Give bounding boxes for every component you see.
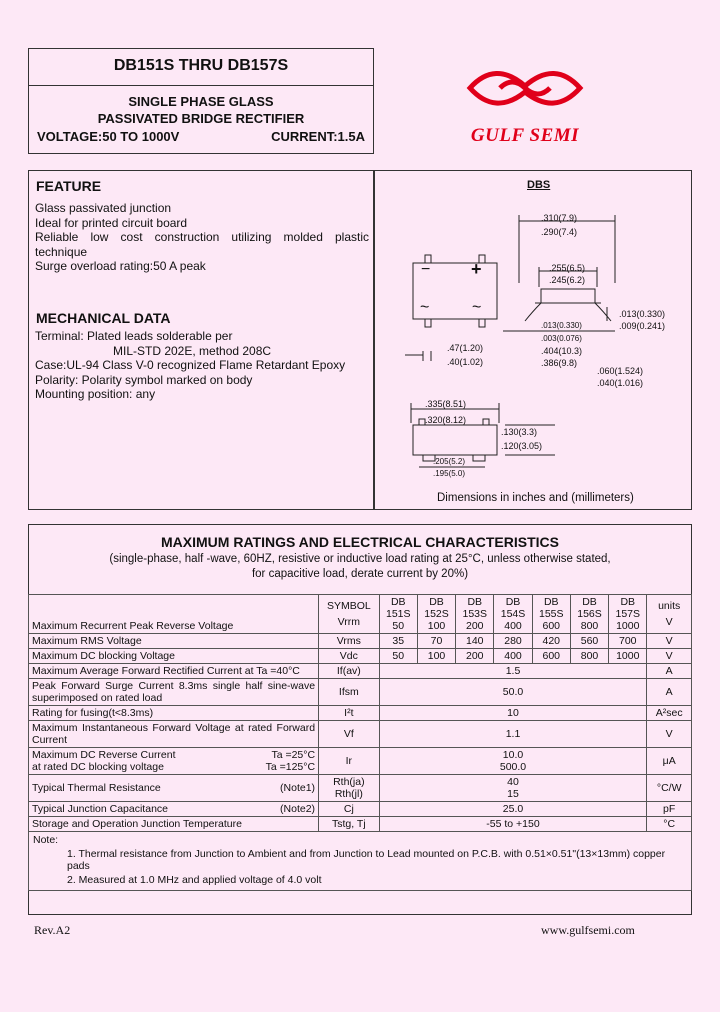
- unit-cell: V: [647, 649, 692, 664]
- table-header-row: [29, 595, 692, 634]
- dim-label: .290(7.4): [541, 227, 578, 237]
- dim-label: .47(1.20): [447, 343, 484, 353]
- plus-pin-symbol: +: [471, 259, 482, 279]
- unit-cell: V: [647, 634, 692, 649]
- part-header: [494, 595, 532, 634]
- value-cell: 1000: [609, 649, 647, 664]
- unit-cell: V: [665, 616, 673, 628]
- dim-label: .130(3.3): [501, 427, 538, 437]
- dimensions-caption: Dimensions in inches and (millimeters): [437, 492, 634, 504]
- mechanical-item: Mounting position: any: [35, 387, 156, 401]
- value-cell: 100: [417, 649, 455, 664]
- param-label: Typical Thermal Resistance: [32, 782, 161, 794]
- ac-pin-symbol: ~: [420, 299, 430, 316]
- note-item: 1. Thermal resistance from Junction to Ambient and from Junction to Lead mounted on P.C.B. with 0.51×0.51"(13×13mm) copper pads: [67, 848, 666, 872]
- unit-cell: °C: [647, 817, 692, 832]
- part-label: DB 154S: [500, 596, 526, 620]
- ratings-title: MAXIMUM RATINGS AND ELECTRICAL CHARACTERISTICS: [161, 534, 559, 550]
- param-label: Typical Junction Capacitance: [32, 803, 168, 815]
- ratings-condition-2: for capacitive load, derate current by 20%): [251, 568, 469, 580]
- param-label: Rating for fusing(t<8.3ms): [29, 706, 319, 721]
- dim-label: .245(6.2): [549, 275, 586, 285]
- symbol-header-label: SYMBOL: [326, 600, 371, 612]
- param-label: Peak Forward Surge Current 8.3ms single half sine-wave superimposed on rated load: [29, 679, 319, 706]
- value-cell: 50: [392, 620, 405, 632]
- value-line: 40: [507, 776, 519, 788]
- part-range-title: DB151S THRU DB157S: [113, 57, 289, 74]
- mechanical-item: Terminal: Plated leads solderable per: [35, 329, 233, 343]
- table-row: [29, 775, 692, 802]
- unit-cell: °C/W: [647, 775, 692, 802]
- value-cell: 200: [456, 649, 494, 664]
- part-header: [609, 595, 647, 634]
- table-row: [29, 634, 692, 649]
- value-cell: 200: [465, 620, 484, 632]
- part-label: DB 152S: [424, 596, 449, 620]
- current-rating: CURRENT:1.5A: [271, 129, 365, 144]
- unit-cell: A: [647, 664, 692, 679]
- dim-label: .013(0.330): [619, 309, 666, 319]
- note-item: 2. Measured at 1.0 MHz and applied voltage of 4.0 volt: [67, 874, 322, 886]
- part-label: DB 156S: [577, 596, 602, 620]
- value-line: 15: [507, 788, 519, 800]
- param-cell: [29, 748, 319, 775]
- part-label: DB 151S: [385, 596, 411, 620]
- part-label: DB 157S: [615, 596, 641, 620]
- param-label: at rated DC blocking voltage: [32, 761, 164, 773]
- website-link[interactable]: www.gulfsemi.com: [541, 923, 635, 937]
- param-label: Maximum Recurrent Peak Reverse Voltage: [32, 620, 234, 632]
- dim-label: .013(0.330): [541, 321, 582, 330]
- table-row: [29, 679, 692, 706]
- dim-label: .320(8.12): [425, 415, 467, 425]
- param-label: Maximum Average Forward Rectified Current at Ta =40°C: [29, 664, 319, 679]
- value-cell: 1000: [616, 620, 640, 632]
- package-box: [374, 170, 692, 510]
- subtitle-line2: PASSIVATED BRIDGE RECTIFIER: [97, 111, 305, 126]
- value-cell: [379, 775, 647, 802]
- ac-pin-symbol: ~: [472, 299, 482, 316]
- dim-label: .003(0.076): [541, 334, 582, 343]
- dim-label: .335(8.51): [425, 399, 467, 409]
- value-line: 10.0: [502, 749, 524, 761]
- symbol-cell: If(av): [319, 664, 380, 679]
- table-row: [29, 802, 692, 817]
- units-label: units: [658, 600, 681, 612]
- ratings-condition-1: (single-phase, half -wave, 60HZ, resistive or inductive load rating at 25°C, unless otherwise stated,: [109, 553, 611, 565]
- symbol-cell: Ir: [319, 748, 380, 775]
- dim-label: .386(9.8): [541, 358, 578, 368]
- feature-heading: FEATURE: [36, 178, 102, 194]
- dim-label: .120(3.05): [501, 441, 543, 451]
- notes-label: Note:: [33, 834, 59, 846]
- package-name: DBS: [527, 179, 551, 191]
- value-cell: 35: [379, 634, 417, 649]
- value-cell: 100: [427, 620, 446, 632]
- symbol-cell: [319, 775, 380, 802]
- symbol-cell: Vrms: [319, 634, 380, 649]
- table-row: [29, 706, 692, 721]
- value-cell: 700: [609, 634, 647, 649]
- value-cell: -55 to +150: [379, 817, 647, 832]
- notes-row: [29, 832, 692, 891]
- units-header: [647, 595, 692, 634]
- dim-label: .195(5.0): [433, 469, 466, 478]
- dim-label: .060(1.524): [597, 366, 644, 376]
- brand-name: GULF SEMI: [470, 125, 580, 146]
- unit-cell: A: [647, 679, 692, 706]
- value-cell: 50.0: [379, 679, 647, 706]
- param-note: (Note2): [280, 803, 316, 815]
- unit-cell: A²sec: [647, 706, 692, 721]
- value-cell: 800: [570, 649, 608, 664]
- table-row: [29, 817, 692, 832]
- value-cell: 420: [532, 634, 570, 649]
- symbol-cell: Vdc: [319, 649, 380, 664]
- symbol-line: Rth(jl): [334, 788, 363, 800]
- part-label: DB 153S: [462, 596, 488, 620]
- value-cell: [379, 748, 647, 775]
- unit-cell: μA: [647, 748, 692, 775]
- subtitle-line1: SINGLE PHASE GLASS: [128, 94, 274, 109]
- param-note: (Note1): [280, 782, 316, 794]
- logo-emblem-icon: [460, 58, 590, 120]
- package-top-view-drawing: [375, 171, 693, 511]
- symbol-cell: Tstg, Tj: [319, 817, 380, 832]
- dim-label: .40(1.02): [447, 357, 484, 367]
- value-cell: 600: [542, 620, 561, 632]
- table-row: [29, 664, 692, 679]
- param-label: Storage and Operation Junction Temperature: [29, 817, 319, 832]
- table-row: [29, 721, 692, 748]
- value-cell: 280: [494, 634, 532, 649]
- mechanical-item: Case:UL-94 Class V-0 recognized Flame Retardant Epoxy: [35, 358, 346, 372]
- part-header: [417, 595, 455, 634]
- param-cell: [29, 775, 319, 802]
- ratings-table: [28, 594, 692, 891]
- symbol-header: [319, 595, 380, 634]
- notes-cell: [29, 832, 692, 891]
- value-cell: 400: [494, 649, 532, 664]
- part-header: [379, 595, 417, 634]
- param-label: Maximum DC blocking Voltage: [29, 649, 319, 664]
- value-line: 500.0: [499, 761, 527, 773]
- unit-cell: pF: [647, 802, 692, 817]
- dim-label: .205(5.2): [433, 457, 466, 466]
- value-cell: 140: [456, 634, 494, 649]
- param-cell: [29, 802, 319, 817]
- table-cell: [29, 595, 319, 634]
- param-condition: Ta =25°C: [271, 749, 316, 761]
- param-condition: Ta =125°C: [265, 761, 316, 773]
- revision-label: Rev.A2: [34, 923, 71, 937]
- symbol-cell: Ifsm: [319, 679, 380, 706]
- mechanical-item: MIL-STD 202E, method 208C: [113, 343, 272, 358]
- feature-item: Surge overload rating:50 A peak: [35, 259, 206, 273]
- dim-label: .009(0.241): [619, 321, 666, 331]
- voltage-range: VOLTAGE:50 TO 1000V: [37, 129, 180, 144]
- symbol-cell: I²t: [319, 706, 380, 721]
- param-label: Maximum RMS Voltage: [29, 634, 319, 649]
- mechanical-heading: MECHANICAL DATA: [36, 310, 171, 326]
- mechanical-item: Polarity: Polarity symbol marked on body: [35, 372, 253, 387]
- value-cell: 25.0: [379, 802, 647, 817]
- value-cell: 10: [379, 706, 647, 721]
- table-row: [29, 748, 692, 775]
- symbol-cell: Vf: [319, 721, 380, 748]
- value-cell: 600: [532, 649, 570, 664]
- part-header: [456, 595, 494, 634]
- dim-label: .310(7.9): [541, 213, 578, 223]
- value-cell: 400: [504, 620, 522, 632]
- param-label: Maximum Instantaneous Forward Voltage at rated Forward Current: [29, 721, 319, 748]
- feature-item: Glass passivated junction: [35, 201, 172, 215]
- feature-box: [28, 170, 374, 510]
- part-header: [532, 595, 570, 634]
- feature-item: Reliable low cost construction utilizing molded plastic technique: [35, 230, 369, 259]
- value-cell: 800: [580, 620, 599, 632]
- gulf-semi-logo: [460, 58, 590, 148]
- minus-pin-symbol: −: [421, 261, 431, 278]
- part-header: [570, 595, 608, 634]
- symbol-line: Rth(ja): [333, 776, 365, 788]
- dim-label: .040(1.016): [597, 378, 644, 388]
- value-cell: 1.1: [379, 721, 647, 748]
- unit-cell: V: [647, 721, 692, 748]
- table-row: [29, 649, 692, 664]
- value-cell: 1.5: [379, 664, 647, 679]
- symbol-cell: Cj: [319, 802, 380, 817]
- value-cell: 70: [417, 634, 455, 649]
- value-cell: 50: [379, 649, 417, 664]
- part-label: DB 155S: [538, 596, 564, 620]
- dim-label: .255(6.5): [549, 263, 586, 273]
- value-cell: 560: [570, 634, 608, 649]
- param-label: Maximum DC Reverse Current: [32, 749, 176, 761]
- header-box: [28, 48, 374, 154]
- feature-item: Ideal for printed circuit board: [35, 215, 188, 230]
- dim-label: .404(10.3): [541, 346, 583, 356]
- symbol-value: Vrrm: [337, 616, 361, 628]
